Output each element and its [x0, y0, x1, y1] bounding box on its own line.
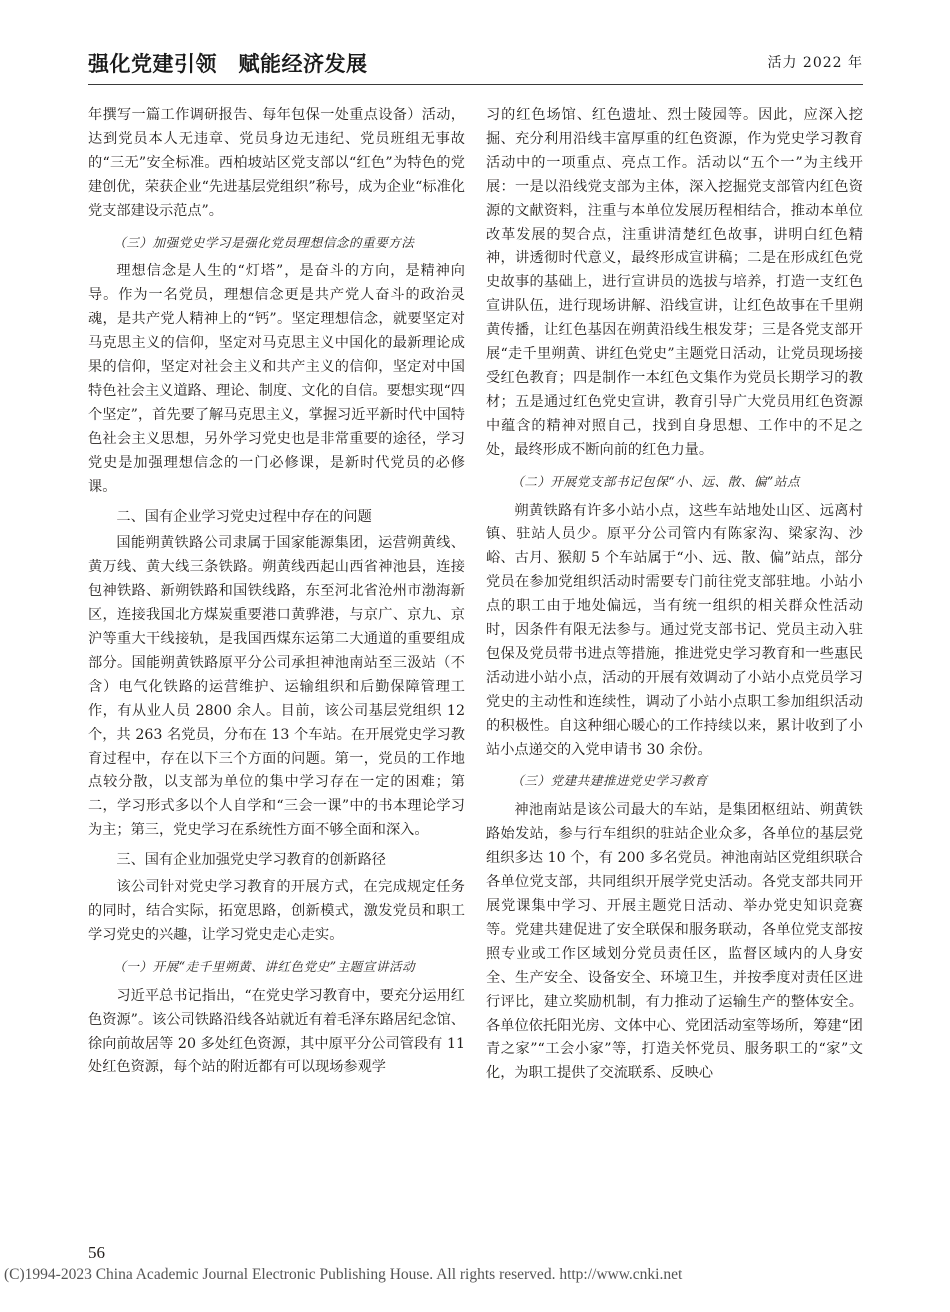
- subsection-heading: （一）开展“走千里朔黄、讲红色党史”主题宣讲活动: [113, 958, 416, 974]
- paragraph: 习的红色场馆、红色遗址、烈士陵园等。因此，应深入挖掘、充分利用沿线丰富厚重的红色资源，作为党史学习教育活动中的一项重点、亮点工作。活动以“五个一”为主线开展：一是以沿线党支部为主体，深入挖掘党支部管内红色资源的文献资料，注重与本单位发展历程相结合，推动本单位改革发展的契合点，注重讲清楚红色故事，讲明白红色精神，讲透彻时代意义，最终形成宣讲稿；二是在形成红色党史故事的基础上，进行宣讲员的选拔与培养，打造一支红色宣讲队伍，进行现场讲解、沿线宣讲，让红色故事在千里朔黄传播，让红色基因在朔黄沿线生根发芽；三是各党支部开展“走千里朔黄、讲红色党史”主题党日活动，让党员现场接受红色教育；四是制作一本红色文集作为党员长期学习的教材；五是通过红色党史宣讲，教育引导广大党员用红色资源中蕴含的精神对照自己，找到自身思想、工作中的不足之处，最终形成不断向前的红色力量。: [486, 107, 863, 458]
- paragraph: 理想信念是人生的“灯塔”，是奋斗的方向，是精神向导。作为一名党员，理想信念更是共产党人奋斗的政治灵魂，是共产党人精神上的“钙”。坚定理想信念，就要坚定对马克思主义的信仰，坚定对马克思主义中国化的最新理论成果的信仰，坚定对社会主义和共产主义的信仰，坚定对中国特色社会主义道路、理论、制度、文化的自信。要想实现“四个坚定”，首先要了解马克思主义，掌握习近平新时代中国特色社会主义思想，另外学习党史也是非常重要的途径，学习党史是加强理想信念的一门必修课，是新时代党员的必修课。: [88, 263, 465, 495]
- page-header: [88, 44, 863, 85]
- journal-issue: 活力 2022 年: [767, 55, 863, 71]
- page-number: 56: [88, 1243, 105, 1262]
- journal-section-title: 强化党建引领 赋能经济发展: [88, 52, 368, 76]
- subsection-heading: （三）党建共建推进党史学习教育: [511, 773, 708, 789]
- paragraph: 该公司针对党史学习教育的开展方式，在完成规定任务的同时，结合实际，拓宽思路，创新模式，激发党员和职工学习党史的兴趣，让学习党史走心走实。: [88, 879, 465, 943]
- right-column: [486, 104, 863, 1086]
- paragraph: 神池南站是该公司最大的车站，是集团枢纽站、朔黄铁路始发站，参与行车组织的驻站企业众多，各单位的基层党组织多达 10 个，有 200 多名党员。神池南站区党组织联合各单位党支部，共同组织开展学党史活动。各党支部共同开展党课集中学习、开展主题党日活动、举办党史知识竞赛等。党建共建促进了安全联保和服务联动，各单位党支部按照专业或工作区域划分党员责任区，监督区域内的人身安全、生产安全、设备安全、环境卫生，并按季度对责任区进行评比，建立奖励机制，有力推动了运输生产的整体安全。各单位依托阳光房、文体中心、党团活动室等场所，筹建“团青之家”“工会小家”等，打造关怀党员、服务职工的“家”文化，为职工提供了交流联系、反映心: [486, 802, 863, 1082]
- paragraph: 国能朔黄铁路公司隶属于国家能源集团，运营朔黄线、黄万线、黄大线三条铁路。朔黄线西起山西省神池县，连接包神铁路、新朔铁路和国铁线路，东至河北省沧州市渤海新区，连接我国北方煤炭重要港口黄骅港，与京广、京九、京沪等重大干线接轨，是我国西煤东运第二大通道的重要组成部分。国能朔黄铁路原平分公司承担神池南站至三汲站（不含）电气化铁路的运营维护、运输组织和后勤保障管理工作，有从业人员 2800 余人。目前，该公司基层党组织 12 个，共 263 名党员，分布在 13 个车站。在开展党史学习教育过程中，存在以下三个方面的问题。第一，党员的工作地点较分散，以支部为单位的集中学习存在一定的困难；第二，学习形式多以个人自学和“三会一课”中的书本理论学习为主；第三，党史学习在系统性方面不够全面和深入。: [88, 535, 465, 839]
- paragraph: 朔黄铁路有许多小站小点，这些车站地处山区、远离村镇、驻站人员少。原平分公司管内有陈家沟、梁家沟、沙峪、古月、猴舠 5 个车站属于“小、远、散、偏”站点，部分党员在参加党组织活动时需要专门前往党支部驻地。小站小点的职工由于地处偏远，当有统一组织的相关群众性活动时，因条件有限无法参与。通过党支部书记、党员主动入驻包保及党员带书进点等措施，推进党史学习教育和一些惠民活动进小站小点，活动的开展有效调动了小站小点党员学习党史的主动性和连续性，调动了小站小点职工参加组织活动的积极性。自这种细心暖心的工作持续以来，累计收到了小站小点递交的入党申请书 30 余份。: [486, 502, 863, 758]
- subsection-heading: （三）加强党史学习是强化党员理想信念的重要方法: [113, 234, 415, 250]
- paragraph: 习近平总书记指出，“在党史学习教育中，要充分运用红色资源”。该公司铁路沿线各站就近有着毛泽东路居纪念馆、徐向前故居等 20 多处红色资源，其中原平分公司管段有 11 处红色资源，每个站的附近都有可以现场参观学: [88, 987, 465, 1076]
- copyright-notice: (C)1994-2023 China Academic Journal Electronic Publishing House. All rights reserved. http://www.cnki.net: [4, 1266, 683, 1283]
- subsection-heading: （二）开展党支部书记包保“小、远、散、偏”站点: [511, 473, 801, 489]
- paragraph: 年撰写一篇工作调研报告、每年包保一处重点设备）活动，达到党员本人无违章、党员身边无违纪、党员班组无事故的“三无”安全标准。西柏坡站区党支部以“红色”为特色的党建创优，荣获企业“先进基层党组织”称号，成为企业“标准化党支部建设示范点”。: [88, 107, 465, 219]
- section-heading: 三、国有企业加强党史学习教育的创新路径: [116, 852, 386, 869]
- section-heading: 二、国有企业学习党史过程中存在的问题: [116, 508, 372, 525]
- left-column: [88, 104, 465, 1080]
